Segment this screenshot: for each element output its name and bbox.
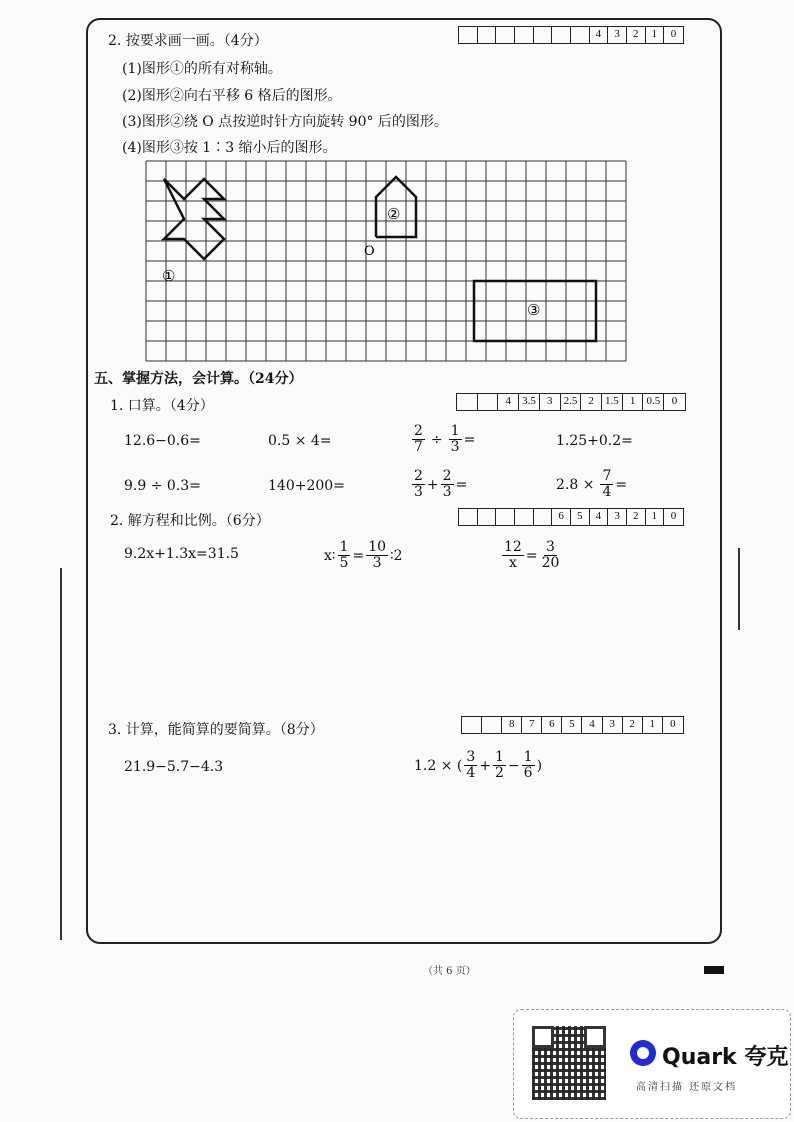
operator: + bbox=[426, 476, 439, 493]
score-cell bbox=[552, 27, 571, 43]
calc-score-boxes bbox=[461, 716, 684, 734]
frac-num: 3 bbox=[546, 539, 555, 555]
equations-title: 2. 解方程和比例。（6分） bbox=[110, 513, 270, 529]
frac-num: 7 bbox=[602, 468, 612, 484]
score-cell bbox=[459, 509, 478, 525]
point-o-label: O bbox=[364, 244, 375, 259]
frac-num: 1 bbox=[523, 749, 533, 765]
score-cell: 1 bbox=[646, 27, 665, 43]
equation-1: 9.2x+1.3x=31.5 bbox=[124, 546, 239, 562]
mental-r1-b: 0.5 × 4= bbox=[268, 433, 332, 449]
equation-3 bbox=[500, 540, 563, 571]
frac-num: 2 bbox=[442, 468, 452, 484]
shape-2-label: ② bbox=[387, 205, 401, 223]
frac-den: 3 bbox=[450, 439, 460, 455]
score-cell bbox=[478, 509, 497, 525]
mental-r1-a: 12.6−0.6= bbox=[124, 433, 201, 449]
q2-item-3: (3)图形②绕 O 点按逆时针方向旋转 90° 后的图形。 bbox=[122, 114, 448, 130]
score-cell bbox=[496, 509, 515, 525]
frac-den: 20 bbox=[541, 555, 560, 571]
score-cell: 0 bbox=[670, 718, 676, 730]
frac-num: 1 bbox=[450, 423, 460, 439]
score-cell: 5 bbox=[562, 717, 582, 733]
score-cell: 4 bbox=[590, 509, 609, 525]
score-cell: 3 bbox=[603, 717, 623, 733]
expression-prefix: x∶ bbox=[324, 547, 336, 564]
equation-2 bbox=[324, 540, 403, 571]
frac-num: 2 bbox=[414, 423, 423, 439]
frac-den: 6 bbox=[523, 765, 533, 781]
q2-item-1: (1)图形①的所有对称轴。 bbox=[122, 61, 282, 77]
score-cell: 1 bbox=[623, 394, 644, 410]
shape-1-label: ① bbox=[162, 267, 176, 285]
score-cell bbox=[571, 27, 590, 43]
quark-slogan: 高清扫描 还原文档 bbox=[636, 1082, 738, 1093]
q2-score-boxes bbox=[458, 26, 684, 44]
score-cell bbox=[515, 27, 534, 43]
page-count: （共 6 页） bbox=[423, 966, 476, 977]
score-cell: 1 bbox=[646, 509, 665, 525]
qr-code-icon bbox=[532, 1026, 606, 1100]
mental-r2-b: 140+200= bbox=[268, 478, 345, 494]
frac-den: 7 bbox=[414, 439, 423, 455]
expression-prefix: 2.8 × bbox=[556, 476, 595, 493]
frac-den: 5 bbox=[339, 555, 349, 571]
equals: = bbox=[455, 476, 468, 493]
frac-num: 1 bbox=[495, 749, 504, 765]
frac-num: 12 bbox=[504, 539, 522, 555]
frac-den: 4 bbox=[602, 484, 612, 500]
score-cell bbox=[482, 717, 502, 733]
section-5-title: 五、掌握方法，会计算。（24分） bbox=[94, 371, 303, 387]
frac-num: 2 bbox=[414, 468, 423, 484]
calc-2 bbox=[414, 750, 542, 781]
score-cell: 6 bbox=[542, 717, 562, 733]
score-cell bbox=[478, 27, 497, 43]
score-cell: 2 bbox=[623, 717, 643, 733]
mental-r2-d bbox=[556, 469, 627, 500]
score-cell bbox=[478, 394, 499, 410]
score-cell bbox=[496, 27, 515, 43]
score-cell bbox=[459, 27, 478, 43]
score-cell: 0 bbox=[670, 510, 677, 522]
score-cell: 3.5 bbox=[519, 394, 540, 410]
operator: − bbox=[507, 757, 520, 774]
equals: = bbox=[525, 547, 538, 564]
score-cell bbox=[462, 717, 482, 733]
drawing-grid bbox=[142, 157, 642, 363]
frac-num: 1 bbox=[339, 539, 349, 555]
score-cell: 8 bbox=[502, 717, 522, 733]
score-cell bbox=[534, 27, 553, 43]
score-cell: 4 bbox=[498, 394, 519, 410]
mental-r2-c bbox=[410, 469, 467, 500]
q2-title: 2. 按要求画一画。（4分） bbox=[108, 33, 268, 49]
frac-den: 3 bbox=[442, 484, 452, 500]
page-footer bbox=[313, 962, 476, 977]
frac-den: 3 bbox=[372, 555, 382, 571]
score-cell bbox=[534, 509, 553, 525]
equals: = bbox=[352, 547, 365, 564]
expression-suffix: ∶2 bbox=[390, 547, 403, 564]
equals: = bbox=[463, 431, 476, 448]
score-cell: 3 bbox=[608, 27, 627, 43]
score-cell: 2 bbox=[627, 509, 646, 525]
binding-line-right bbox=[738, 548, 740, 630]
quark-watermark bbox=[513, 1009, 791, 1119]
score-cell: 2 bbox=[581, 394, 602, 410]
calc-1: 21.9−5.7−4.3 bbox=[124, 759, 224, 775]
shape-3-label: ③ bbox=[527, 301, 541, 319]
quark-logo-icon bbox=[630, 1040, 656, 1066]
mental-r1-d: 1.25+0.2= bbox=[556, 433, 633, 449]
star-shape-1 bbox=[164, 179, 224, 259]
score-cell: 6 bbox=[552, 509, 571, 525]
frac-num: 3 bbox=[466, 749, 476, 765]
score-cell: 0 bbox=[670, 28, 677, 40]
score-cell: 2 bbox=[627, 27, 646, 43]
frac-den: 3 bbox=[414, 484, 423, 500]
page-marker bbox=[704, 966, 724, 974]
score-cell bbox=[515, 509, 534, 525]
operator: ÷ bbox=[430, 431, 443, 448]
score-cell: 5 bbox=[571, 509, 590, 525]
operator: + bbox=[479, 757, 492, 774]
mental-score-boxes bbox=[456, 393, 686, 411]
mental-r1-c bbox=[410, 424, 475, 455]
expression-suffix: ) bbox=[536, 757, 543, 774]
score-cell: 0 bbox=[671, 395, 678, 407]
score-cell: 4 bbox=[582, 717, 602, 733]
score-cell: 4 bbox=[590, 27, 609, 43]
expression-prefix: 1.2 × ( bbox=[414, 757, 463, 774]
score-cell: 3 bbox=[608, 509, 627, 525]
score-cell: 7 bbox=[522, 717, 542, 733]
equations-score-boxes bbox=[458, 508, 684, 526]
frac-den: 2 bbox=[495, 765, 504, 781]
frac-num: 10 bbox=[368, 539, 387, 555]
score-cell: 2.5 bbox=[561, 394, 582, 410]
q2-item-2: (2)图形②向右平移 6 格后的图形。 bbox=[122, 88, 342, 104]
score-cell: 1 bbox=[643, 717, 663, 733]
mental-r2-a: 9.9 ÷ 0.3= bbox=[124, 478, 201, 494]
mental-title: 1. 口算。（4分） bbox=[110, 398, 214, 414]
score-cell: 0.5 bbox=[643, 394, 664, 410]
calc-title: 3. 计算，能简算的要简算。（8分） bbox=[108, 722, 324, 738]
binding-line-left bbox=[60, 568, 62, 940]
score-cell: 1.5 bbox=[602, 394, 623, 410]
q2-item-4: (4)图形③按 1∶3 缩小后的图形。 bbox=[122, 140, 337, 156]
score-cell: 3 bbox=[540, 394, 561, 410]
frac-den: 4 bbox=[466, 765, 476, 781]
quark-brand: Quark 夸克 bbox=[662, 1045, 789, 1070]
frac-den: x bbox=[508, 555, 517, 571]
equals: = bbox=[615, 476, 628, 493]
score-cell bbox=[457, 394, 478, 410]
